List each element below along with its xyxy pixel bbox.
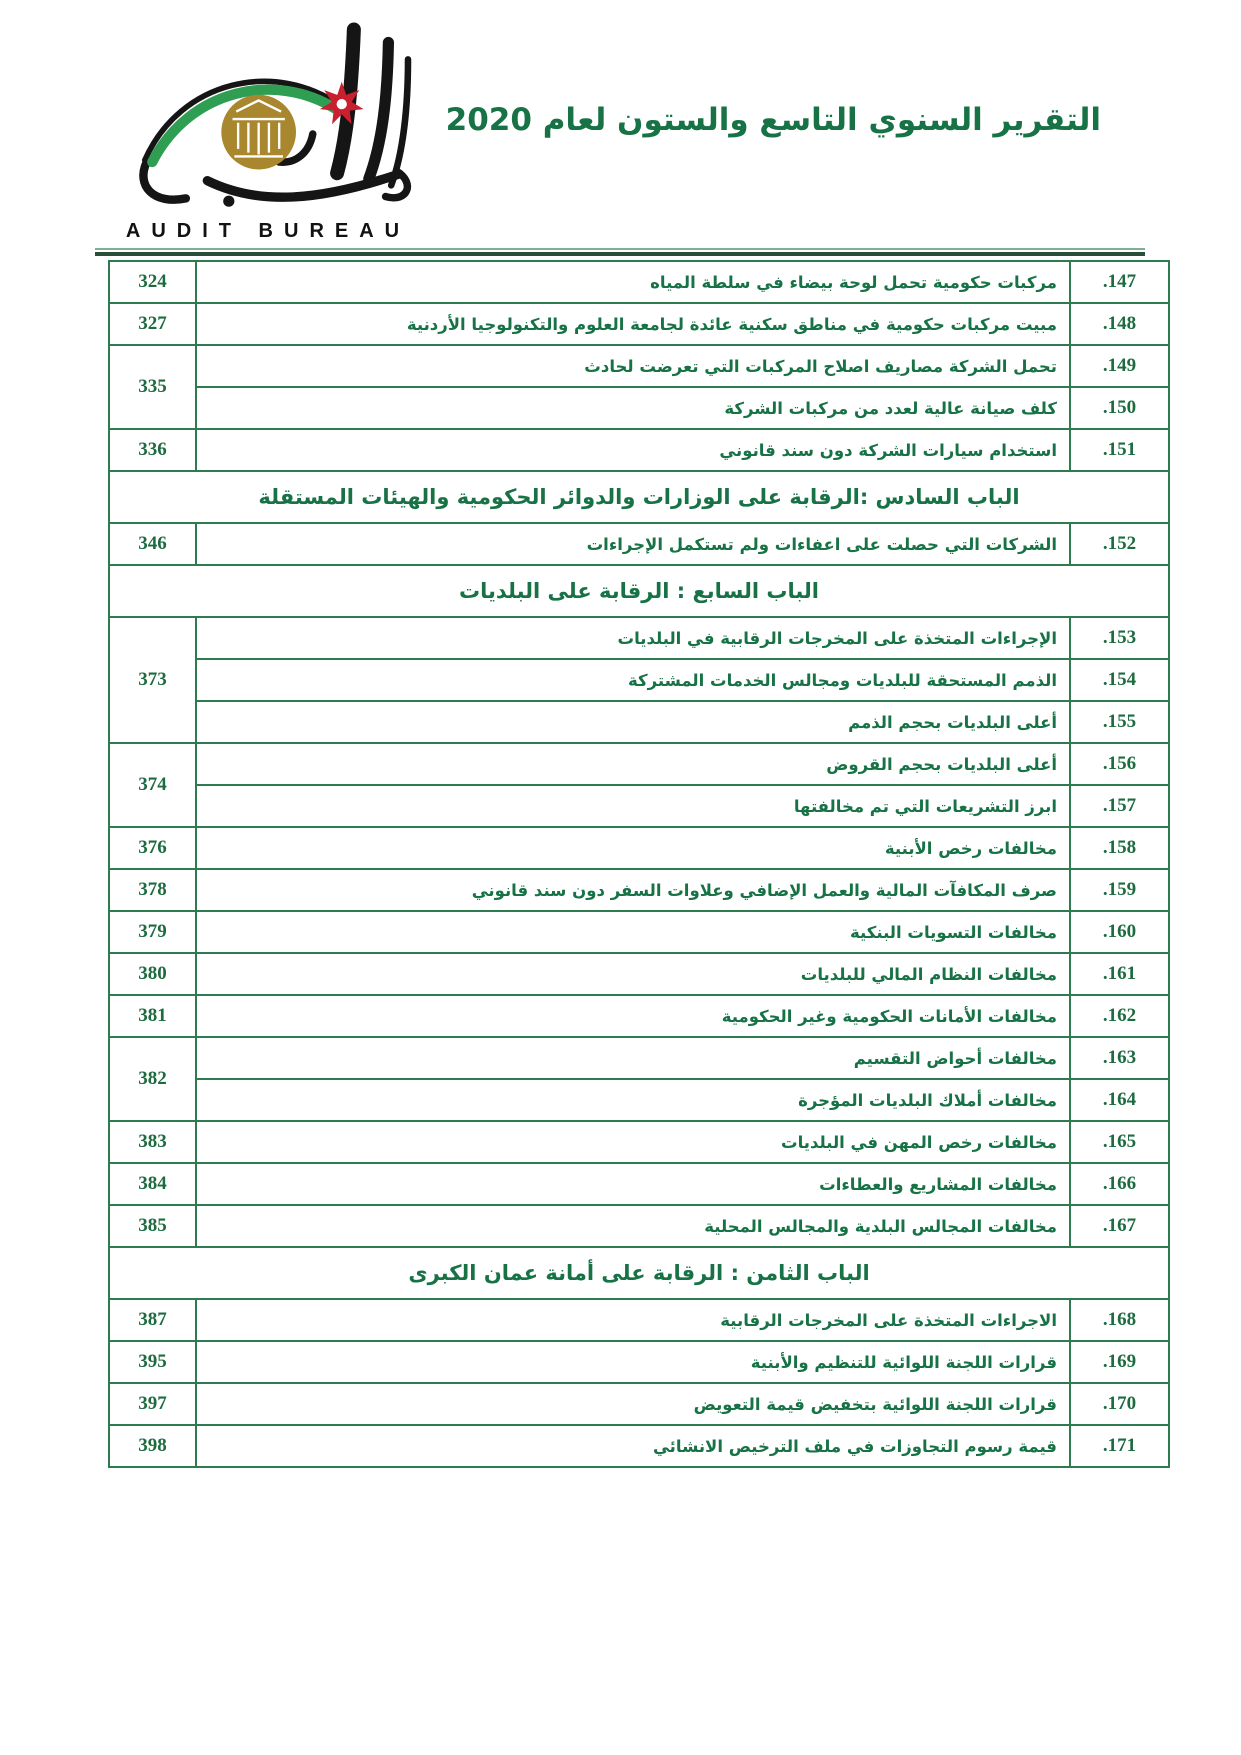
- table-row: [109, 523, 1169, 565]
- audit-bureau-calligraphy-icon: [118, 22, 418, 218]
- table-row: [109, 659, 1169, 701]
- item-title: مخالفات الأمانات الحكومية وغير الحكومية: [196, 995, 1070, 1037]
- audit-bureau-logo: [112, 22, 424, 257]
- item-title: مخالفات التسويات البنكية: [196, 911, 1070, 953]
- section-title: الباب السادس :الرقابة على الوزارات والدوائر الحكومية والهيئات المستقلة: [109, 471, 1169, 523]
- item-number: 159.: [1070, 869, 1169, 911]
- table-row: [109, 701, 1169, 743]
- page-number: 398: [109, 1425, 196, 1467]
- page-number: 383: [109, 1121, 196, 1163]
- table-row: [109, 995, 1169, 1037]
- table-row: [109, 387, 1169, 429]
- item-number: 147.: [1070, 261, 1169, 303]
- table-row: [109, 869, 1169, 911]
- item-number: 152.: [1070, 523, 1169, 565]
- item-title: كلف صيانة عالية لعدد من مركبات الشركة: [196, 387, 1070, 429]
- item-title: الإجراءات المتخذة على المخرجات الرقابية في البلديات: [196, 617, 1070, 659]
- calligraphy-dot: [223, 196, 234, 207]
- item-title: قرارات اللجنة اللوائية بتخفيض قيمة التعويض: [196, 1383, 1070, 1425]
- table-row: [109, 743, 1169, 785]
- page-number: 327: [109, 303, 196, 345]
- table-row: [109, 345, 1169, 387]
- page-number: 324: [109, 261, 196, 303]
- table-row: [109, 1425, 1169, 1467]
- table-row: [109, 1205, 1169, 1247]
- header-rule: [95, 248, 1145, 256]
- table-row: [109, 827, 1169, 869]
- table-row: [109, 617, 1169, 659]
- item-title: مبيت مركبات حكومية في مناطق سكنية عائدة لجامعة العلوم والتكنولوجيا الأردنية: [196, 303, 1070, 345]
- page-number: 387: [109, 1299, 196, 1341]
- logo-caption: AUDIT BUREAU: [125, 220, 411, 242]
- page-number: 336: [109, 429, 196, 471]
- item-number: 161.: [1070, 953, 1169, 995]
- item-number: 151.: [1070, 429, 1169, 471]
- toc-table-body: [109, 261, 1169, 1467]
- item-title: مخالفات المجالس البلدية والمجالس المحلية: [196, 1205, 1070, 1247]
- table-row: [109, 1079, 1169, 1121]
- item-number: 170.: [1070, 1383, 1169, 1425]
- table-row: [109, 911, 1169, 953]
- item-title: مركبات حكومية تحمل لوحة بيضاء في سلطة المياه: [196, 261, 1070, 303]
- item-title: الاجراءات المتخذة على المخرجات الرقابية: [196, 1299, 1070, 1341]
- section-header-row: [109, 1247, 1169, 1299]
- item-number: 163.: [1070, 1037, 1169, 1079]
- section-title: الباب الثامن : الرقابة على أمانة عمان الكبرى: [109, 1247, 1169, 1299]
- item-title: استخدام سيارات الشركة دون سند قانوني: [196, 429, 1070, 471]
- item-title: الذمم المستحقة للبلديات ومجالس الخدمات المشتركة: [196, 659, 1070, 701]
- table-row: [109, 1299, 1169, 1341]
- item-number: 169.: [1070, 1341, 1169, 1383]
- toc-table: [108, 260, 1170, 1468]
- table-row: [109, 1163, 1169, 1205]
- page-number: 374: [109, 743, 196, 827]
- item-title: قرارات اللجنة اللوائية للتنظيم والأبنية: [196, 1341, 1070, 1383]
- item-title: قيمة رسوم التجاوزات في ملف الترخيص الانشائي: [196, 1425, 1070, 1467]
- item-number: 160.: [1070, 911, 1169, 953]
- item-title: أعلى البلديات بحجم الذمم: [196, 701, 1070, 743]
- item-title: مخالفات أحواض التقسيم: [196, 1037, 1070, 1079]
- table-row: [109, 261, 1169, 303]
- page-number: 380: [109, 953, 196, 995]
- item-title: مخالفات النظام المالي للبلديات: [196, 953, 1070, 995]
- page-number: 382: [109, 1037, 196, 1121]
- item-number: 171.: [1070, 1425, 1169, 1467]
- table-row: [109, 1383, 1169, 1425]
- item-title: مخالفات رخص المهن في البلديات: [196, 1121, 1070, 1163]
- item-number: 157.: [1070, 785, 1169, 827]
- item-title: ابرز التشريعات التي تم مخالفتها: [196, 785, 1070, 827]
- page-number: 335: [109, 345, 196, 429]
- page-number: 381: [109, 995, 196, 1037]
- table-row: [109, 1037, 1169, 1079]
- page-number: 378: [109, 869, 196, 911]
- page-number: 376: [109, 827, 196, 869]
- item-title: مخالفات المشاريع والعطاءات: [196, 1163, 1070, 1205]
- item-number: 153.: [1070, 617, 1169, 659]
- gold-emblem: [221, 95, 296, 170]
- page-number: 379: [109, 911, 196, 953]
- item-number: 149.: [1070, 345, 1169, 387]
- table-row: [109, 785, 1169, 827]
- page-number: 346: [109, 523, 196, 565]
- section-header-row: [109, 471, 1169, 523]
- page-number: 395: [109, 1341, 196, 1383]
- item-number: 168.: [1070, 1299, 1169, 1341]
- section-title: الباب السابع : الرقابة على البلديات: [109, 565, 1169, 617]
- item-title: تحمل الشركة مصاريف اصلاح المركبات التي تعرضت لحادث: [196, 345, 1070, 387]
- item-number: 156.: [1070, 743, 1169, 785]
- item-number: 164.: [1070, 1079, 1169, 1121]
- item-number: 155.: [1070, 701, 1169, 743]
- item-number: 148.: [1070, 303, 1169, 345]
- item-number: 154.: [1070, 659, 1169, 701]
- item-title: صرف المكافآت المالية والعمل الإضافي وعلاوات السفر دون سند قانوني: [196, 869, 1070, 911]
- item-number: 167.: [1070, 1205, 1169, 1247]
- section-header-row: [109, 565, 1169, 617]
- page-number: 385: [109, 1205, 196, 1247]
- report-title: التقرير السنوي التاسع والستون لعام 2020: [445, 102, 1101, 138]
- item-title: أعلى البلديات بحجم القروض: [196, 743, 1070, 785]
- page-number: 373: [109, 617, 196, 743]
- page-number: 384: [109, 1163, 196, 1205]
- table-row: [109, 303, 1169, 345]
- item-title: مخالفات رخص الأبنية: [196, 827, 1070, 869]
- item-number: 165.: [1070, 1121, 1169, 1163]
- item-number: 158.: [1070, 827, 1169, 869]
- page-number: 397: [109, 1383, 196, 1425]
- item-number: 162.: [1070, 995, 1169, 1037]
- item-number: 166.: [1070, 1163, 1169, 1205]
- table-row: [109, 429, 1169, 471]
- item-title: الشركات التي حصلت على اعفاءات ولم تستكمل الإجراءات: [196, 523, 1070, 565]
- item-title: مخالفات أملاك البلديات المؤجرة: [196, 1079, 1070, 1121]
- item-number: 150.: [1070, 387, 1169, 429]
- table-row: [109, 1121, 1169, 1163]
- table-row: [109, 1341, 1169, 1383]
- table-row: [109, 953, 1169, 995]
